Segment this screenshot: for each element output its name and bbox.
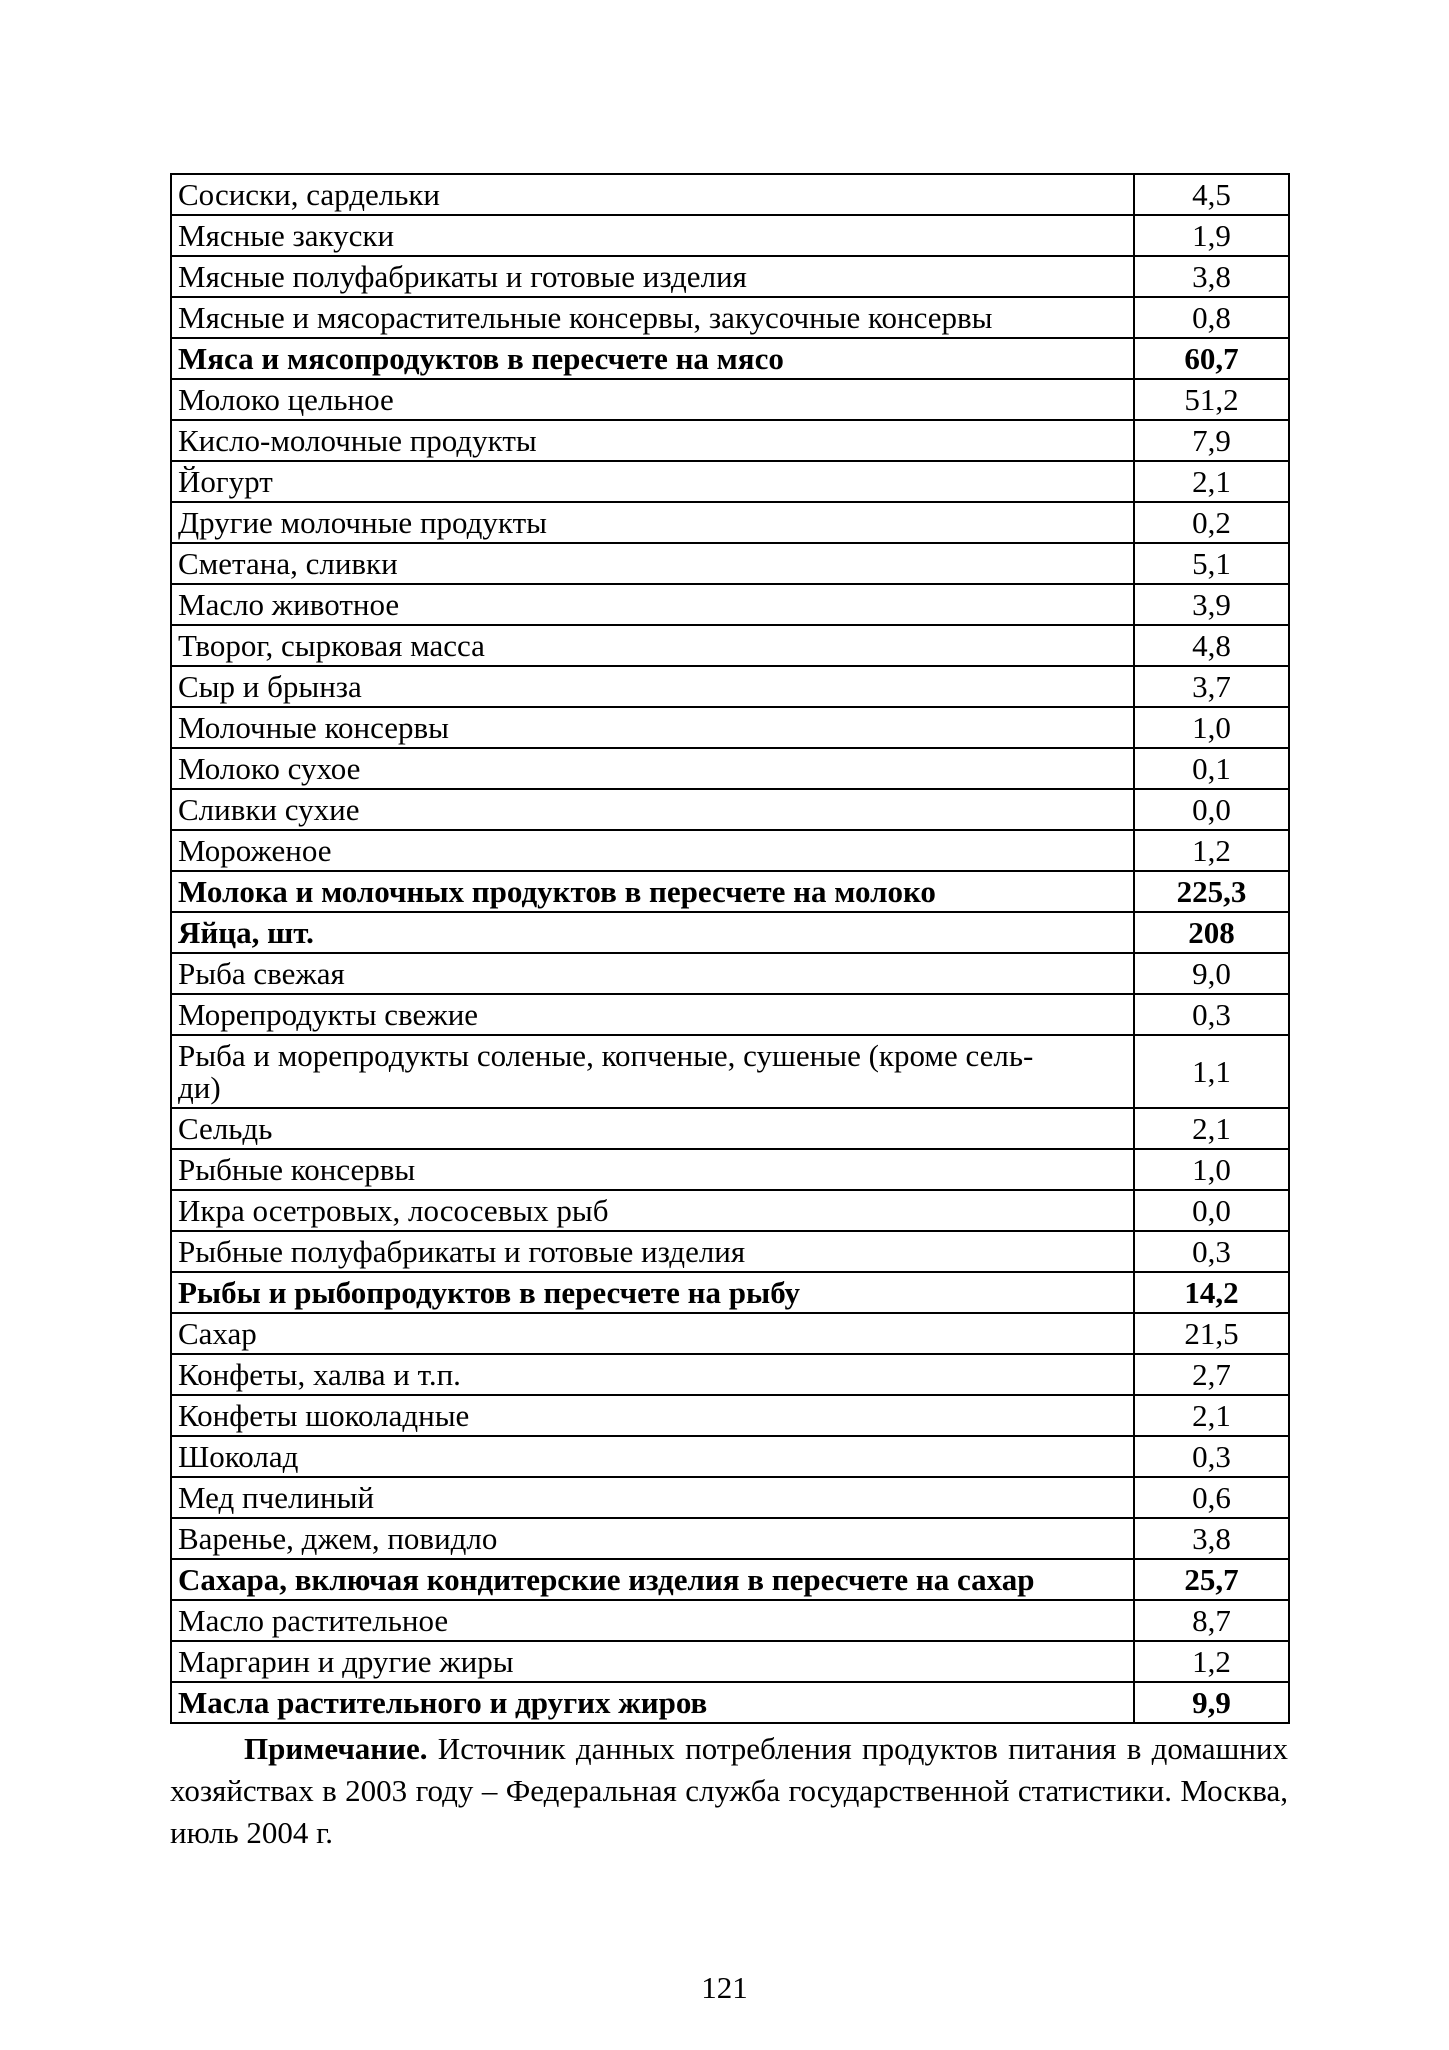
consumption-value-cell: 8,7 — [1134, 1600, 1289, 1641]
table-row — [171, 666, 1289, 707]
table-row — [171, 297, 1289, 338]
product-name-cell: Мясные полуфабрикаты и готовые изделия — [171, 256, 1134, 297]
product-name-cell: Рыбные полуфабрикаты и готовые изделия — [171, 1231, 1134, 1272]
table-row — [171, 1477, 1289, 1518]
consumption-value-cell: 4,5 — [1134, 174, 1289, 215]
table-row — [171, 1641, 1289, 1682]
product-name-cell: Сосиски, сардельки — [171, 174, 1134, 215]
product-name-cell: Рыба свежая — [171, 953, 1134, 994]
table-row — [171, 543, 1289, 584]
table-row — [171, 174, 1289, 215]
product-name-cell: Сметана, сливки — [171, 543, 1134, 584]
product-name-cell: Яйца, шт. — [171, 912, 1134, 953]
table-body — [171, 174, 1289, 1723]
consumption-value-cell: 1,9 — [1134, 215, 1289, 256]
table-row — [171, 1108, 1289, 1149]
consumption-value-cell: 5,1 — [1134, 543, 1289, 584]
table-row — [171, 338, 1289, 379]
consumption-value-cell: 1,0 — [1134, 1149, 1289, 1190]
consumption-value-cell: 0,0 — [1134, 789, 1289, 830]
consumption-value-cell: 0,0 — [1134, 1190, 1289, 1231]
product-name-cell: Мясные закуски — [171, 215, 1134, 256]
table-row — [171, 1395, 1289, 1436]
consumption-value-cell: 1,2 — [1134, 1641, 1289, 1682]
consumption-table — [170, 173, 1290, 1724]
table-note — [170, 1728, 1288, 1854]
table-row — [171, 1682, 1289, 1723]
table-row — [171, 1436, 1289, 1477]
product-name-cell: Рыбные консервы — [171, 1149, 1134, 1190]
table-row — [171, 912, 1289, 953]
consumption-value-cell: 1,0 — [1134, 707, 1289, 748]
product-name-cell: Молоко цельное — [171, 379, 1134, 420]
table-row — [171, 1559, 1289, 1600]
table-row — [171, 256, 1289, 297]
consumption-value-cell: 9,9 — [1134, 1682, 1289, 1723]
consumption-value-cell: 1,2 — [1134, 830, 1289, 871]
table-row — [171, 1190, 1289, 1231]
consumption-value-cell: 9,0 — [1134, 953, 1289, 994]
consumption-value-cell: 208 — [1134, 912, 1289, 953]
product-name-cell: Масло растительное — [171, 1600, 1134, 1641]
table-row — [171, 584, 1289, 625]
table-row — [171, 1231, 1289, 1272]
table-row — [171, 830, 1289, 871]
product-name-cell: Творог, сырковая масса — [171, 625, 1134, 666]
consumption-value-cell: 14,2 — [1134, 1272, 1289, 1313]
consumption-value-cell: 2,1 — [1134, 461, 1289, 502]
table-row — [171, 748, 1289, 789]
product-name-cell: Конфеты, халва и т.п. — [171, 1354, 1134, 1395]
consumption-value-cell: 51,2 — [1134, 379, 1289, 420]
consumption-value-cell: 0,6 — [1134, 1477, 1289, 1518]
table-row — [171, 789, 1289, 830]
consumption-value-cell: 2,1 — [1134, 1395, 1289, 1436]
product-name-cell: Кисло-молочные продукты — [171, 420, 1134, 461]
consumption-value-cell: 3,8 — [1134, 1518, 1289, 1559]
page-number: 121 — [701, 1970, 748, 2005]
table-row — [171, 953, 1289, 994]
consumption-value-cell: 0,3 — [1134, 994, 1289, 1035]
product-name-cell: Конфеты шоколадные — [171, 1395, 1134, 1436]
table-row — [171, 1035, 1289, 1108]
table-row — [171, 625, 1289, 666]
consumption-value-cell: 0,1 — [1134, 748, 1289, 789]
consumption-value-cell: 2,1 — [1134, 1108, 1289, 1149]
product-name-cell: Мяса и мясопродуктов в пересчете на мясо — [171, 338, 1134, 379]
product-name-cell: Рыбы и рыбопродуктов в пересчете на рыбу — [171, 1272, 1134, 1313]
consumption-value-cell: 21,5 — [1134, 1313, 1289, 1354]
product-name-cell: Другие молочные продукты — [171, 502, 1134, 543]
table-row — [171, 994, 1289, 1035]
consumption-value-cell: 3,7 — [1134, 666, 1289, 707]
table-row — [171, 1313, 1289, 1354]
product-name-cell: Сахара, включая кондитерские изделия в пересчете на сахар — [171, 1559, 1134, 1600]
consumption-value-cell: 0,2 — [1134, 502, 1289, 543]
note-label: Примечание. — [244, 1731, 428, 1766]
consumption-value-cell: 3,8 — [1134, 256, 1289, 297]
product-name-cell: Молочные консервы — [171, 707, 1134, 748]
product-name-cell: Масло животное — [171, 584, 1134, 625]
consumption-value-cell: 25,7 — [1134, 1559, 1289, 1600]
product-name-cell: Мясные и мясорастительные консервы, закусочные консервы — [171, 297, 1134, 338]
consumption-value-cell: 60,7 — [1134, 338, 1289, 379]
product-name-cell: Сливки сухие — [171, 789, 1134, 830]
consumption-value-cell: 0,3 — [1134, 1436, 1289, 1477]
product-name-cell: Шоколад — [171, 1436, 1134, 1477]
table-row — [171, 1354, 1289, 1395]
table-row — [171, 1600, 1289, 1641]
product-name-cell: Масла растительного и других жиров — [171, 1682, 1134, 1723]
product-name-cell: Рыба и морепродукты соленые, копченые, сушеные (кроме сель- ди) — [171, 1035, 1134, 1108]
table-row — [171, 461, 1289, 502]
consumption-value-cell: 3,9 — [1134, 584, 1289, 625]
product-name-cell: Сахар — [171, 1313, 1134, 1354]
table-row — [171, 871, 1289, 912]
table-row — [171, 502, 1289, 543]
table-row — [171, 215, 1289, 256]
product-name-cell: Сыр и брынза — [171, 666, 1134, 707]
product-name-cell: Маргарин и другие жиры — [171, 1641, 1134, 1682]
consumption-value-cell: 2,7 — [1134, 1354, 1289, 1395]
consumption-value-cell: 225,3 — [1134, 871, 1289, 912]
product-name-cell: Молоко сухое — [171, 748, 1134, 789]
table-row — [171, 1272, 1289, 1313]
table-row — [171, 707, 1289, 748]
product-name-cell: Молока и молочных продуктов в пересчете на молоко — [171, 871, 1134, 912]
consumption-value-cell: 0,3 — [1134, 1231, 1289, 1272]
table-row — [171, 379, 1289, 420]
product-name-cell: Сельдь — [171, 1108, 1134, 1149]
note-text: Источник данных потребления продуктов питания в домашних хозяйствах в 2003 году – Федеральная служба государственной статистики. Москва, июль 2004 г. — [170, 1731, 1288, 1850]
table-row — [171, 420, 1289, 461]
table-row — [171, 1518, 1289, 1559]
consumption-value-cell: 7,9 — [1134, 420, 1289, 461]
consumption-value-cell: 0,8 — [1134, 297, 1289, 338]
product-name-cell: Мороженое — [171, 830, 1134, 871]
consumption-value-cell: 1,1 — [1134, 1035, 1289, 1108]
product-name-cell: Йогурт — [171, 461, 1134, 502]
product-name-cell: Мед пчелиный — [171, 1477, 1134, 1518]
product-name-cell: Варенье, джем, повидло — [171, 1518, 1134, 1559]
table-row — [171, 1149, 1289, 1190]
product-name-cell: Морепродукты свежие — [171, 994, 1134, 1035]
consumption-value-cell: 4,8 — [1134, 625, 1289, 666]
product-name-cell: Икра осетровых, лососевых рыб — [171, 1190, 1134, 1231]
